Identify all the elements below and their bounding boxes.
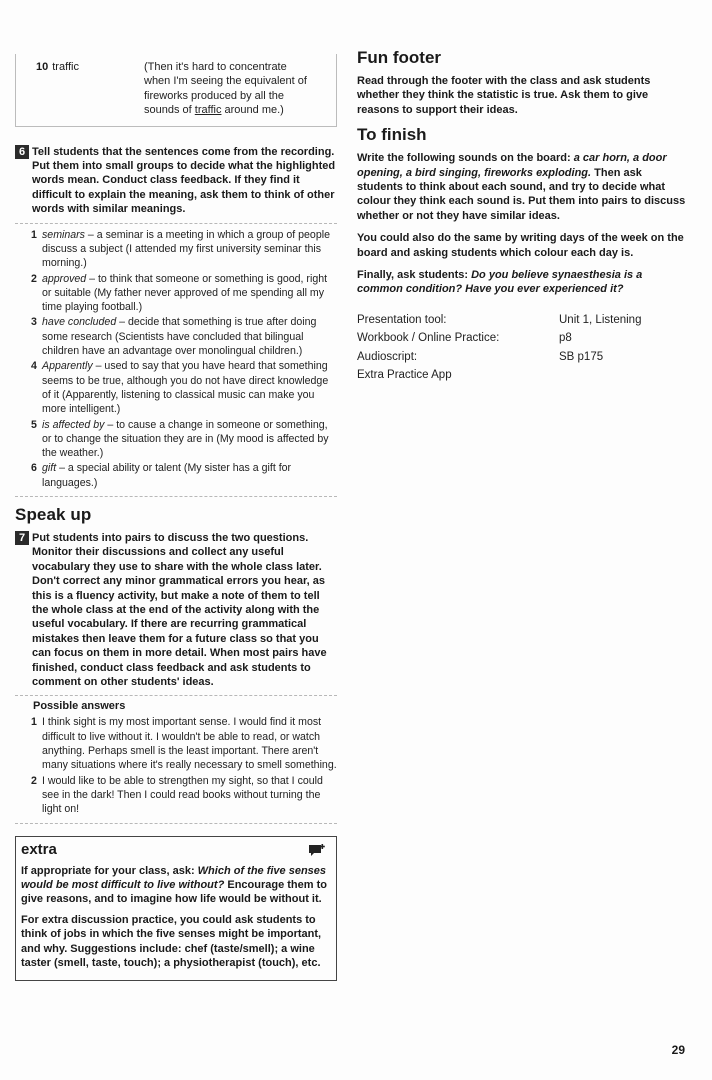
divider <box>15 496 337 497</box>
reference-value <box>559 366 687 385</box>
step-6-text: Tell students that the sentences come from the recording. Put them into small groups to decide what the highlighted words mean. Conduct class feedback. If they find it difficult to explain the meaning, ask them to think of other words with similar meanings. <box>32 145 336 216</box>
definition-number: 4 <box>31 360 37 373</box>
traffic-example <box>144 60 314 118</box>
extra-box <box>15 836 337 982</box>
to-finish-paragraph-3 <box>357 268 687 297</box>
fun-footer-text: Read through the footer with the class and ask students whether they think the statistic is true. Ask them to give reasons to support their ideas. <box>357 75 651 116</box>
extra-p1-post: Encourage them to give reasons, and to imagine how life would be without it. <box>21 878 327 906</box>
extra-paragraph-1 <box>21 864 332 907</box>
to-finish-p1-pre: Write the following sounds on the board: <box>357 152 574 165</box>
reference-row <box>357 348 687 367</box>
definition-term: have concluded <box>42 316 117 329</box>
to-finish-p1-post: Then ask students to think about each sound, and try to decide what colour they think each sound is. Put them into pairs to discuss whether or not they have similar ideas. <box>357 166 686 222</box>
answer-text: I would like to be able to strengthen my sight, so that I could see in the dark! Then I could read books without turning the light on! <box>42 774 323 816</box>
definition-item <box>33 461 337 490</box>
step-number-7: 7 <box>15 531 29 545</box>
definition-number: 3 <box>31 316 37 329</box>
extra-p1-pre: If appropriate for your class, ask: <box>21 864 198 877</box>
definition-item <box>33 359 337 416</box>
definition-text: – decide that something is true after doing some research (Scientists have concluded that bilingual children have an advantage over monolingual children.) <box>42 316 317 358</box>
reference-row <box>357 366 687 385</box>
reference-value: p8 <box>559 332 572 345</box>
traffic-definition-box <box>15 54 337 127</box>
definition-number: 2 <box>31 272 37 285</box>
reference-label: Extra Practice App <box>357 369 452 382</box>
answers-list <box>15 715 337 816</box>
traffic-example-underlined: traffic <box>194 104 222 117</box>
definition-text: – used to say that you have heard that something seems to be true, although you do not have direct knowledge of it (Apparently, listening to classical music can make you more intelligent.) <box>42 360 329 416</box>
to-finish-p3-question: Do you believe synaesthesia is a common condition? Have you ever experienced it? <box>357 269 643 296</box>
extra-p1-question: Which of the five senses would be most difficult to live without? <box>21 864 327 891</box>
left-column <box>15 54 337 981</box>
reference-label: Workbook / Online Practice: <box>357 332 500 345</box>
traffic-example-post: around me.) <box>221 104 284 117</box>
speak-up-heading: Speak up <box>15 505 92 524</box>
answer-number: 1 <box>31 716 37 729</box>
reference-row <box>357 311 687 330</box>
references-list <box>357 311 687 385</box>
definition-text: – to think that someone or something is good, right or suitable (My father never approved of me spending all my time playing football.) <box>42 272 328 314</box>
definition-term: seminars <box>42 228 85 241</box>
divider <box>15 223 337 224</box>
extra-title: extra <box>21 840 57 858</box>
definition-number: 6 <box>31 462 37 475</box>
definition-item <box>33 272 337 315</box>
to-finish-paragraph-1 <box>357 151 687 223</box>
reference-label: Audioscript: <box>357 350 418 363</box>
divider <box>15 695 337 696</box>
reference-value: Unit 1, Listening <box>559 313 642 326</box>
definition-item <box>33 418 337 461</box>
definition-text: – a seminar is a meeting in which a group of people discuss a subject (I attended my first university seminar this morning.) <box>42 228 330 270</box>
definition-text: – to cause a change in someone or something, or to change the situation they are in (My mood is affected by the weather.) <box>42 418 329 460</box>
definition-term: is affected by <box>42 418 105 431</box>
definition-number: 1 <box>31 228 37 241</box>
reference-value: SB p175 <box>559 350 604 363</box>
to-finish-paragraph-2: You could also do the same by writing days of the week on the board and asking students which colour each day is. <box>357 232 684 259</box>
speech-bubble-plus-icon <box>308 843 326 857</box>
traffic-word: traffic <box>52 61 79 73</box>
traffic-term <box>36 60 144 118</box>
reference-label: Presentation tool: <box>357 313 447 326</box>
fun-footer-heading: Fun footer <box>357 48 442 67</box>
answer-item <box>33 774 337 817</box>
to-finish-p3-pre: Finally, ask students: <box>357 269 472 282</box>
answer-number: 2 <box>31 774 37 787</box>
possible-answers-title: Possible answers <box>33 700 126 713</box>
definition-term: gift <box>42 462 57 475</box>
answer-text: I think sight is my most important sense. I would find it most difficult to live without it. I wouldn't be able to read, or watch anything. Perhaps smell is the least important. There aren't many situations where it's really necessary to smell something. <box>42 716 337 772</box>
definition-item <box>33 228 337 271</box>
definition-text: – a special ability or talent (My sister has a gift for languages.) <box>42 462 292 489</box>
step-7 <box>15 531 337 689</box>
traffic-example-pre: (Then it's hard to concentrate when I'm seeing the equivalent of fireworks produced by all the sounds of <box>144 61 307 117</box>
definition-term: Apparently <box>42 360 93 373</box>
page-number: 29 <box>671 1043 685 1057</box>
definition-term: approved <box>42 272 87 285</box>
extra-paragraph-2: For extra discussion practice, you could ask students to think of jobs in which the five senses might be important, and why. Suggestions include: chef (taste/smell); a wine taster (smell, taste, touch); a physiotherapist (touch), etc. <box>21 913 322 969</box>
definitions-list <box>15 228 337 490</box>
step-6 <box>15 145 337 217</box>
definition-item <box>33 315 337 358</box>
step-number-6: 6 <box>15 145 29 159</box>
right-column <box>357 48 687 385</box>
step-7-text: Put students into pairs to discuss the two questions. Monitor their discussions and collect any useful vocabulary they use to share with the whole class later. Don't correct any minor grammatical errors you hear, as this is a fluency activity, but make a note of them to tell the whole class at the end of the activity along with the useful vocabulary. If there are recurring grammatical mistakes then leave them for a future class so that you can focus on them in more detail. When most pairs have finished, conduct class feedback and ask students to comment on other students' ideas. <box>32 532 327 689</box>
reference-row <box>357 329 687 348</box>
divider <box>15 823 337 824</box>
traffic-number: 10 <box>36 61 49 73</box>
to-finish-p1-sounds: a car horn, a door opening, a bird singing, fireworks exploding. <box>357 152 667 179</box>
to-finish-heading: To finish <box>357 125 427 145</box>
definition-number: 5 <box>31 418 37 431</box>
answer-item <box>33 715 337 772</box>
